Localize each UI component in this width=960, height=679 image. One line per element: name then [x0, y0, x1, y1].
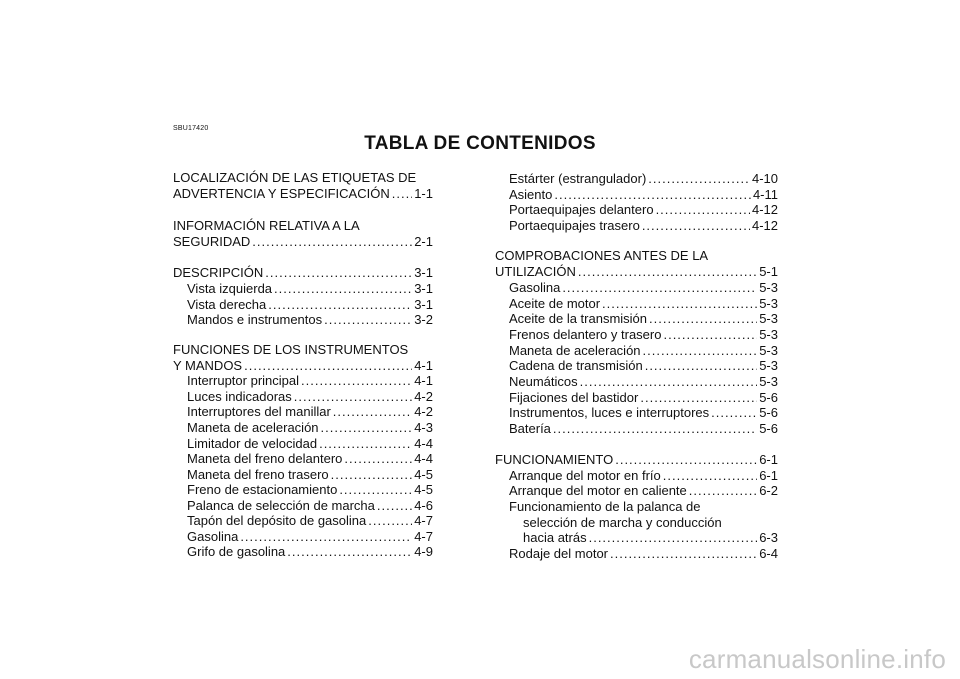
toc-entry	[495, 264, 778, 280]
toc-entry-page: 5-3	[759, 280, 778, 295]
toc-entry-page: 6-1	[759, 452, 778, 467]
toc-entry-title: Funcionamiento de la palanca de	[509, 499, 701, 514]
toc-entry-page: 4-12	[751, 218, 778, 233]
dot-leader	[640, 390, 757, 406]
toc-entry-title: Interruptores del manillar	[187, 404, 331, 419]
dot-leader	[642, 218, 750, 234]
dot-leader	[578, 264, 757, 280]
dot-leader	[649, 311, 757, 327]
toc-entry-page: 2-1	[414, 234, 433, 249]
toc-entry-title: Gasolina	[509, 280, 561, 295]
dot-leader	[344, 451, 412, 467]
toc-entry-title: DESCRIPCIÓN	[173, 265, 264, 280]
dot-leader	[663, 468, 757, 484]
toc-entry-title: FUNCIONES DE LOS INSTRUMENTOS	[173, 342, 409, 357]
toc-entry-page: 6-2	[759, 483, 778, 498]
toc-entry-title: selección de marcha y conducción	[523, 515, 722, 530]
toc-entry-title: Maneta del freno trasero	[187, 467, 329, 482]
toc-entry	[509, 311, 778, 327]
toc-entry-title: Tapón del depósito de gasolina	[187, 513, 367, 528]
dot-leader	[244, 358, 412, 374]
toc-entry-title: Cadena de transmisión	[509, 358, 643, 373]
watermark: carmanualsonline.info	[688, 644, 946, 674]
toc-entry	[509, 296, 778, 312]
dot-leader	[562, 280, 757, 296]
toc-entry	[509, 218, 778, 234]
toc-entry-page: 5-6	[759, 390, 778, 405]
dot-leader	[643, 343, 758, 359]
dot-leader	[615, 452, 757, 468]
dot-leader	[610, 546, 757, 562]
dot-leader	[663, 327, 757, 343]
dot-leader	[589, 530, 758, 546]
toc-entry-page: 4-4	[414, 451, 433, 466]
toc-entry-title: Frenos delantero y trasero	[509, 327, 662, 342]
dot-leader	[656, 202, 750, 218]
toc-entry-title: Asiento	[509, 187, 553, 202]
toc-entry-page: 3-1	[414, 265, 433, 280]
toc-entry-page: 4-5	[414, 482, 433, 497]
toc-entry-title: Mandos e instrumentos	[187, 312, 323, 327]
toc-entry-page: 6-1	[759, 468, 778, 483]
toc-entry	[509, 171, 778, 187]
toc-entry-title: Maneta del freno delantero	[187, 451, 343, 466]
dot-leader	[287, 544, 412, 560]
toc-entry-title: Grifo de gasolina	[187, 544, 286, 559]
toc-entry	[509, 483, 778, 499]
toc-entry	[187, 513, 433, 529]
toc-entry	[509, 280, 778, 296]
toc-entry-title: Luces indicadoras	[187, 389, 292, 404]
dot-leader	[252, 234, 412, 250]
toc-entry-page: 4-7	[414, 529, 433, 544]
toc-entry-page: 4-4	[414, 436, 433, 451]
dot-leader	[339, 482, 412, 498]
toc-entry-title: COMPROBACIONES ANTES DE LA	[495, 248, 709, 263]
toc-entry-title: Estárter (estrangulador)	[509, 171, 647, 186]
dot-leader	[648, 171, 750, 187]
toc-entry-page: 3-2	[414, 312, 433, 327]
toc-entry	[509, 187, 778, 203]
toc-entry	[187, 312, 433, 328]
toc-entry	[173, 234, 433, 250]
toc-entry-title: ADVERTENCIA Y ESPECIFICACIÓN	[173, 186, 390, 201]
toc-entry-title: Arranque del motor en frío	[509, 468, 661, 483]
toc-entry	[509, 202, 778, 218]
dot-leader	[392, 186, 412, 202]
dot-leader	[689, 483, 757, 499]
toc-entry-page: 4-7	[414, 513, 433, 528]
toc-entry-page: 6-4	[759, 546, 778, 561]
toc-entry	[187, 467, 433, 483]
dot-leader	[319, 436, 412, 452]
dot-leader	[580, 374, 758, 390]
toc-entry-title: Portaequipajes trasero	[509, 218, 640, 233]
toc-entry-page: 4-11	[752, 187, 778, 202]
toc-entry	[509, 327, 778, 343]
toc-entry-page: 5-6	[759, 405, 778, 420]
toc-entry-page: 6-3	[759, 530, 778, 545]
toc-entry-page: 5-3	[759, 296, 778, 311]
toc-entry-page: 5-3	[759, 374, 778, 389]
toc-entry-page: 4-10	[751, 171, 778, 186]
toc-entry	[495, 452, 778, 468]
toc-entry-page: 4-2	[414, 389, 433, 404]
toc-entry-page: 4-1	[414, 358, 433, 373]
toc-entry-title: Vista derecha	[187, 297, 267, 312]
toc-entry	[509, 546, 778, 562]
toc-entry-title: Batería	[509, 421, 551, 436]
toc-entry	[187, 420, 433, 436]
toc-entry	[509, 374, 778, 390]
toc-entry	[187, 404, 433, 420]
toc-entry	[187, 281, 433, 297]
toc-entry-page: 3-1	[414, 297, 433, 312]
dot-leader	[321, 420, 413, 436]
document-code: SBU17420	[173, 125, 209, 132]
dot-leader	[554, 187, 751, 203]
toc-entry	[187, 544, 433, 560]
toc-entry-page: 4-2	[414, 404, 433, 419]
dot-leader	[240, 529, 412, 545]
toc-entry	[509, 468, 778, 484]
toc-entry-page: 5-3	[759, 327, 778, 342]
toc-entry-title: Aceite de motor	[509, 296, 601, 311]
toc-entry-page: 4-5	[414, 467, 433, 482]
toc-entry-page: 1-1	[414, 186, 433, 201]
dot-leader	[324, 312, 412, 328]
toc-entry-title: hacia atrás	[523, 530, 587, 545]
toc-entry-title: UTILIZACIÓN	[495, 264, 576, 279]
toc-entry-page: 4-6	[414, 498, 433, 513]
toc-entry-page: 4-12	[751, 202, 778, 217]
toc-entry-title: Limitador de velocidad	[187, 436, 318, 451]
toc-entry	[173, 358, 433, 374]
toc-entry-title: Arranque del motor en caliente	[509, 483, 687, 498]
dot-leader	[377, 498, 412, 514]
toc-entry	[187, 297, 433, 313]
toc-entry-page: 5-6	[759, 421, 778, 436]
toc-entry-title: Neumáticos	[509, 374, 578, 389]
dot-leader	[294, 389, 412, 405]
page-title: TABLA DE CONTENIDOS	[364, 133, 596, 154]
toc-entry-title: Gasolina	[187, 529, 239, 544]
toc-entry-title: SEGURIDAD	[173, 234, 251, 249]
dot-leader	[268, 297, 412, 313]
toc-entry	[509, 343, 778, 359]
toc-entry	[187, 451, 433, 467]
toc-entry	[187, 498, 433, 514]
dot-leader	[602, 296, 757, 312]
toc-entry-page: 5-3	[759, 311, 778, 326]
toc-entry-title: Maneta de aceleración	[509, 343, 641, 358]
toc-entry-page: 4-1	[414, 373, 433, 388]
toc-entry-page: 4-9	[414, 544, 433, 559]
dot-leader	[265, 265, 412, 281]
toc-entry	[509, 421, 778, 437]
toc-entry-title: Portaequipajes delantero	[509, 202, 654, 217]
toc-entry-title: Instrumentos, luces e interruptores	[509, 405, 710, 420]
toc-entry-page: 5-3	[759, 358, 778, 373]
toc-entry-page: 3-1	[414, 281, 433, 296]
toc-entry	[187, 373, 433, 389]
toc-entry-title: Fijaciones del bastidor	[509, 390, 639, 405]
toc-entry	[173, 265, 433, 281]
toc-entry-title: Y MANDOS	[173, 358, 243, 373]
toc-entry	[187, 529, 433, 545]
toc-entry-page: 4-3	[414, 420, 433, 435]
toc-entry-title: INFORMACIÓN RELATIVA A LA	[173, 218, 360, 233]
toc-entry-title: LOCALIZACIÓN DE LAS ETIQUETAS DE	[173, 170, 417, 185]
dot-leader	[301, 373, 412, 389]
toc-entry-title: Aceite de la transmisión	[509, 311, 648, 326]
toc-entry	[187, 436, 433, 452]
toc-entry	[187, 389, 433, 405]
toc-entry	[187, 482, 433, 498]
dot-leader	[333, 404, 412, 420]
dot-leader	[711, 405, 757, 421]
toc-entry	[509, 358, 778, 374]
toc-entry-title: Maneta de aceleración	[187, 420, 319, 435]
toc-entry-page: 5-3	[759, 343, 778, 358]
dot-leader	[331, 467, 413, 483]
toc-entry	[509, 405, 778, 421]
toc-entry-page: 5-1	[759, 264, 778, 279]
toc-entry	[173, 186, 433, 202]
toc-entry-title: FUNCIONAMIENTO	[495, 452, 614, 467]
toc-entry	[509, 390, 778, 406]
toc-entry	[523, 530, 778, 546]
dot-leader	[368, 513, 412, 529]
toc-entry-title: Rodaje del motor	[509, 546, 608, 561]
dot-leader	[553, 421, 757, 437]
dot-leader	[274, 281, 412, 297]
toc-entry-title: Interruptor principal	[187, 373, 299, 388]
toc-entry-title: Freno de estacionamiento	[187, 482, 338, 497]
toc-entry-title: Palanca de selección de marcha	[187, 498, 375, 513]
toc-entry-title: Vista izquierda	[187, 281, 273, 296]
dot-leader	[645, 358, 758, 374]
